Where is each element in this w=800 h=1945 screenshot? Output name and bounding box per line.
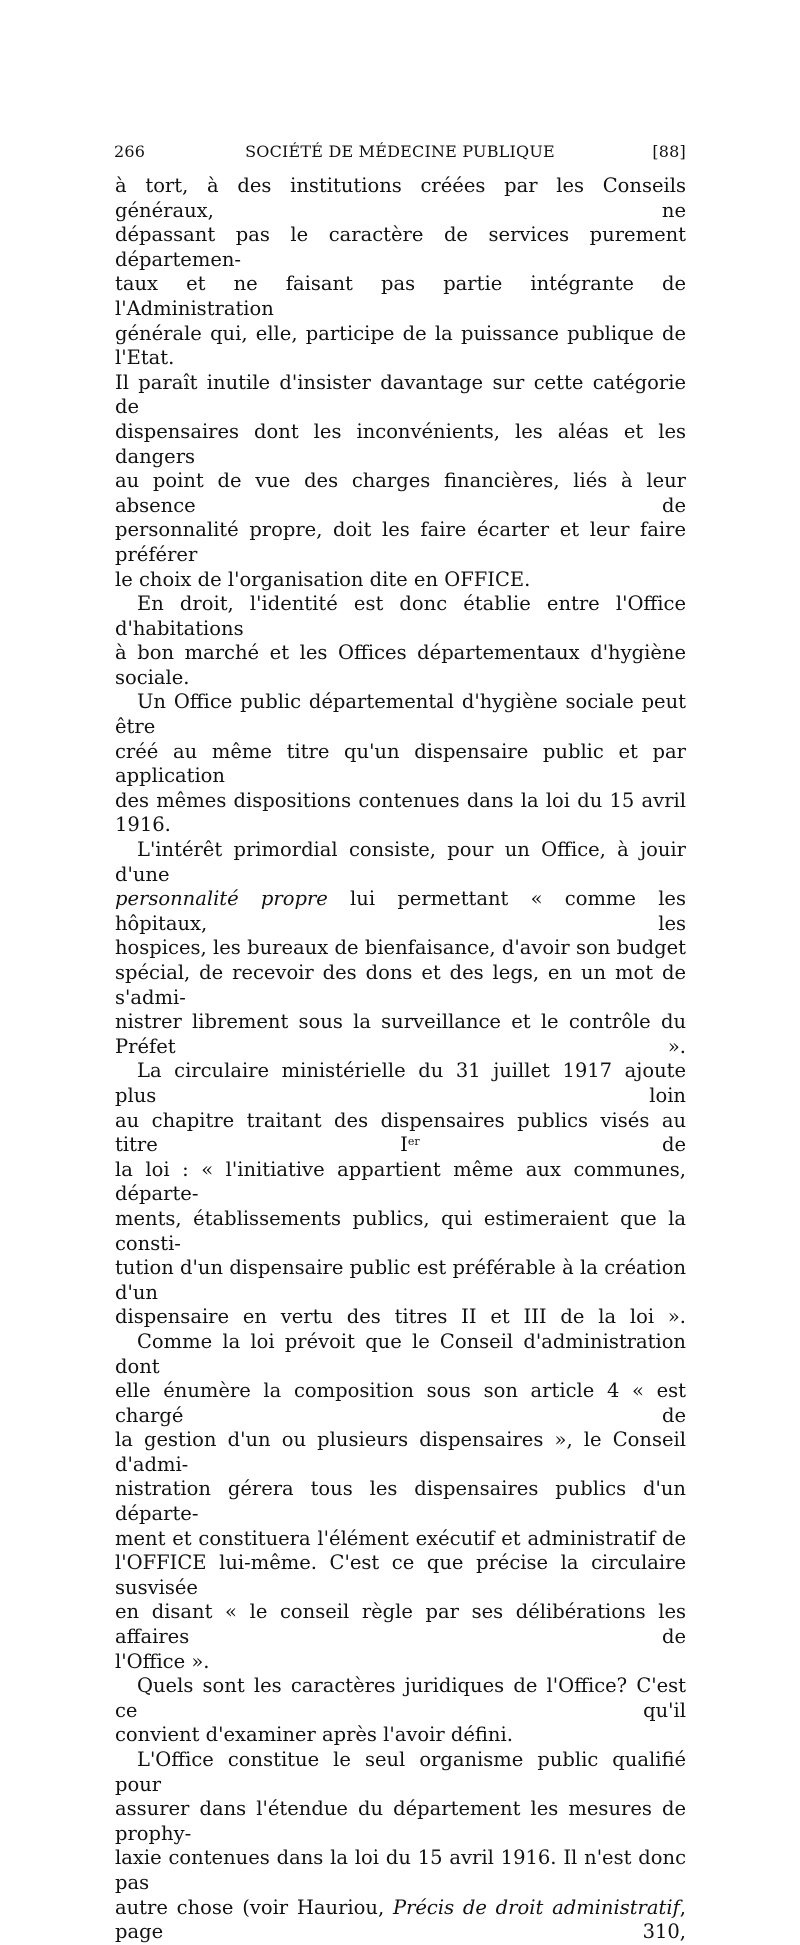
paragraph-line: dispensaire en vertu des titres II et III de la loi ». [115, 1305, 686, 1329]
paragraph-line: personnalité propre, doit les faire écarter et leur faire préférer [115, 518, 686, 566]
paragraph-line: ment et constituera l'élément exécutif et administratif de [115, 1526, 686, 1550]
line-rest: lui permettant « comme les hôpitaux, les [115, 887, 686, 935]
paragraph-line [115, 1109, 686, 1158]
paragraph-line: l'OFFICE lui-même. C'est ce que précise la circulaire susvisée [115, 1551, 686, 1599]
paragraph-line: la gestion d'un ou plusieurs dispensaires », le Conseil d'admi- [115, 1428, 686, 1476]
paragraph-line: laxie contenues dans la loi du 15 avril 1916. Il n'est donc pas [115, 1846, 686, 1894]
paragraph-line: nistration gérera tous les dispensaires publics d'un départe- [115, 1477, 686, 1526]
book-title: Précis de droit administratif [392, 1895, 680, 1919]
paragraph-line: hospices, les bureaux de bienfaisance, d'avoir son budget [115, 936, 686, 960]
paragraph-line [115, 887, 686, 936]
paragraph-line: assurer dans l'étendue du département les mesures de prophy- [115, 1797, 686, 1845]
body-text [115, 174, 686, 1945]
paragraph-line: en disant « le conseil règle par ses délibérations les affaires de [115, 1600, 686, 1649]
superscript: er [407, 1135, 420, 1149]
line-start: au chapitre traitant des dispensaires publics visés au titre I [115, 1108, 686, 1157]
paragraph-line: nistrer librement sous la surveillance et le contrôle du Préfet ». [115, 1010, 686, 1058]
page-number: 266 [114, 142, 146, 161]
paragraph-line: au point de vue des charges financières, liés à leur absence de [115, 469, 686, 517]
paragraph-line: l'Office ». [115, 1649, 210, 1673]
line-end: de [419, 1133, 686, 1157]
paragraph-line: taux et ne faisant pas partie intégrante de l'Administration [115, 272, 686, 320]
running-title: SOCIÉTÉ DE MÉDECINE PUBLIQUE [245, 142, 555, 161]
paragraph-line: Quels sont les caractères juridiques de l'Office? C'est ce qu'il [115, 1674, 686, 1722]
paragraph-line: la loi : « l'initiative appartient même aux communes, départe- [115, 1157, 686, 1206]
page-reference: [88] [652, 142, 686, 161]
line-start: autre chose (voir Hauriou, [115, 1895, 393, 1919]
paragraph-line: L'intérêt primordial consiste, pour un Office, à jouir d'une [115, 838, 686, 886]
paragraph-line: des mêmes dispositions contenues dans la loi du 15 avril 1916. [115, 788, 686, 837]
paragraph-line: elle énumère la composition sous son article 4 « est chargé de [115, 1379, 686, 1427]
paragraph-line: Un Office public départemental d'hygiène sociale peut être [115, 690, 686, 739]
paragraph-line: spécial, de recevoir des dons et des legs, en un mot de s'admi- [115, 961, 686, 1009]
line-end: , page 310, [115, 1895, 686, 1944]
paragraph-line: L'Office constitue le seul organisme public qualifié pour [115, 1748, 686, 1796]
paragraph-line: le choix de l'organisation dite en OFFICE. [115, 567, 531, 591]
paragraph-line: à bon marché et les Offices départementaux d'hygiène sociale. [115, 641, 686, 689]
paragraph-line: convient d'examiner après l'avoir défini. [115, 1723, 513, 1747]
paragraph-line: Comme la loi prévoit que le Conseil d'administration dont [115, 1329, 686, 1378]
paragraph-line [115, 1896, 686, 1945]
paragraph-line: En droit, l'identité est donc établie entre l'Office d'habitations [115, 592, 686, 640]
paragraph-line: ments, établissements publics, qui estimeraient que la consti- [115, 1206, 686, 1255]
paragraph-line: tution d'un dispensaire public est préférable à la création d'un [115, 1256, 686, 1304]
paragraph-line: générale qui, elle, participe de la puissance publique de l'Etat. [115, 321, 686, 370]
paragraph: à tort, à des institutions créées par les Conseils généraux, ne [115, 174, 686, 222]
running-header [114, 142, 686, 164]
paragraph-line: dépassant pas le caractère de services purement départemen- [115, 223, 686, 271]
emphasis-text: personnalité propre [115, 887, 328, 911]
paragraph-line: dispensaires dont les inconvénients, les aléas et les dangers [115, 419, 686, 468]
paragraph-line: Il paraît inutile d'insister davantage sur cette catégorie de [115, 370, 686, 419]
paragraph-line: La circulaire ministérielle du 31 juillet 1917 ajoute plus loin [115, 1059, 686, 1107]
paragraph-line: créé au même titre qu'un dispensaire public et par application [115, 739, 686, 788]
